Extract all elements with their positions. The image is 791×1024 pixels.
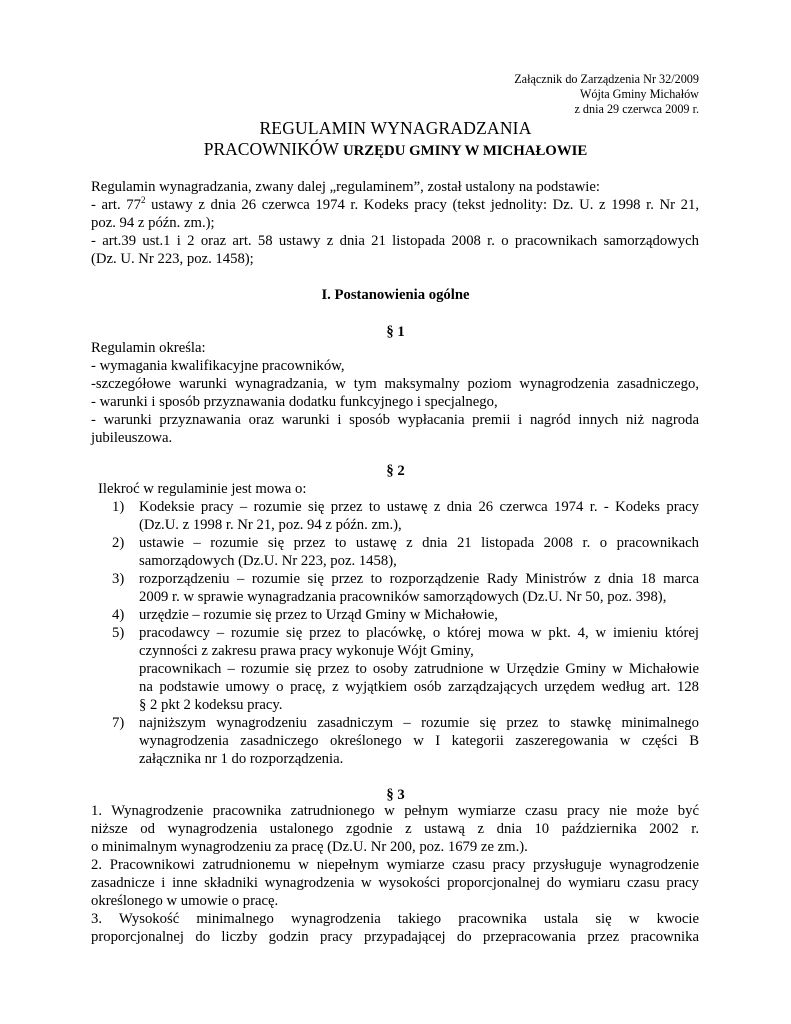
list-item bbox=[112, 498, 699, 534]
p3-line: określonego w umowie o pracę. bbox=[91, 893, 279, 909]
p3-line: 1. Wynagrodzenie pracownika zatrudnionego w pełnym wymiarze czasu pracy nie może być bbox=[91, 803, 699, 819]
list-item bbox=[112, 534, 699, 570]
intro-paragraph bbox=[91, 178, 699, 268]
intro-line-4: - art.39 ust.1 i 2 oraz art. 58 ustawy z dnia 21 listopada 2008 r. o pracownikach samorządowych bbox=[91, 233, 699, 249]
list-item-row: pracodawcy – rozumie się przez to placówkę, o której mowa w pkt. 4, w imieniu której bbox=[139, 625, 699, 641]
p3-line: niższe od wynagrodzenia ustalonego zgodnie z ustawą z dnia 10 października 2002 r. bbox=[91, 821, 699, 837]
intro-line-5: (Dz. U. Nr 223, poz. 1458); bbox=[91, 251, 254, 267]
paragraph-2-heading: § 2 bbox=[386, 463, 405, 479]
intro-art-rest: ustawy z dnia 26 czerwca 1974 r. Kodeks pracy (tekst jednolity: Dz. U. z 1998 r. Nr 21, bbox=[145, 197, 699, 213]
list-item-row: § 2 pkt 2 kodeksu pracy. bbox=[139, 697, 283, 713]
list-item bbox=[112, 624, 699, 660]
p1-line: - warunki i sposób przyznawania dodatku funkcyjnego i specjalnego, bbox=[91, 394, 498, 410]
list-item-number: 5) bbox=[112, 625, 125, 641]
list-item bbox=[112, 606, 699, 624]
list-item-row: na podstawie umowy o pracę, z wyjątkiem osób zarządzających urzędem według art. 128 bbox=[139, 679, 699, 695]
subtitle-prefix: PRACOWNIKÓW bbox=[203, 139, 343, 159]
list-item-row: rozporządzeniu – rozumie się przez to rozporządzenie Rady Ministrów z dnia 18 marca bbox=[139, 571, 699, 587]
p3-line: 2. Pracownikowi zatrudnionemu w niepełnym wymiarze czasu pracy przysługuje wynagrodzenie bbox=[91, 857, 699, 873]
intro-art-sup: 2 bbox=[140, 195, 146, 206]
list-item-row: Kodeksie pracy – rozumie się przez to ustawę z dnia 26 czerwca 1974 r. - Kodeks pracy bbox=[139, 499, 699, 515]
paragraph-3-heading: § 3 bbox=[386, 787, 405, 803]
definitions-list bbox=[112, 498, 699, 768]
paragraph-3-body bbox=[91, 802, 699, 946]
p1-line: -szczegółowe warunki wynagradzania, w tym maksymalny poziom wynagrodzenia zasadniczego, bbox=[91, 376, 699, 392]
p1-line: jubileuszowa. bbox=[91, 430, 173, 446]
list-item bbox=[112, 714, 699, 768]
section-heading: I. Postanowienia ogólne bbox=[321, 287, 470, 303]
p1-line: Regulamin określa: bbox=[91, 340, 206, 356]
p1-line: - wymagania kwalifikacyjne pracowników, bbox=[91, 358, 345, 374]
list-item-row: najniższym wynagrodzeniu zasadniczym – rozumie się przez to stawkę minimalnego bbox=[139, 715, 699, 731]
list-item-row: czynności z zakresu prawa pracy wykonuje Wójt Gminy, bbox=[139, 643, 474, 659]
list-item-number: 1) bbox=[112, 499, 125, 515]
intro-line-1: Regulamin wynagradzania, zwany dalej „regulaminem”, został ustalony na podstawie: bbox=[91, 179, 600, 195]
list-item-number: 4) bbox=[112, 607, 125, 623]
list-item-number: 2) bbox=[112, 535, 125, 551]
list-item-row: wynagrodzenia zasadniczego określonego w I kategorii zaszeregowania w części B bbox=[139, 733, 699, 749]
list-item bbox=[112, 570, 699, 606]
list-item-row: urzędzie – rozumie się przez to Urząd Gminy w Michałowie, bbox=[139, 607, 498, 623]
list-item bbox=[112, 660, 699, 714]
list-item-row: pracownikach – rozumie się przez to osoby zatrudnione w Urzędzie Gminy w Michałowie bbox=[139, 661, 699, 677]
list-item-row: ustawie – rozumie się przez to ustawę z dnia 21 listopada 2008 r. o pracownikach bbox=[139, 535, 699, 551]
document-subtitle bbox=[0, 139, 791, 160]
list-item-row: samorządowych (Dz.U. Nr 223, poz. 1458), bbox=[139, 553, 397, 569]
annex-note bbox=[514, 72, 699, 117]
p3-line: o minimalnym wynagrodzeniu za pracę (Dz.U. Nr 200, poz. 1679 ze zm.). bbox=[91, 839, 528, 855]
list-item-number: 7) bbox=[112, 715, 125, 731]
p3-line: 3. Wysokość minimalnego wynagrodzenia takiego pracownika ustala się w kwocie bbox=[91, 911, 699, 927]
paragraph-1-heading: § 1 bbox=[386, 324, 405, 340]
intro-art-prefix: - art. 77 bbox=[91, 197, 141, 213]
p1-line: - warunki przyznawania oraz warunki i sposób wypłacania premii i nagród innych niż nagroda bbox=[91, 412, 699, 428]
list-item-row: załącznika nr 1 do rozporządzenia. bbox=[139, 751, 344, 767]
annex-line-3: z dnia 29 czerwca 2009 r. bbox=[574, 102, 699, 116]
p3-line: zasadnicze i inne składniki wynagrodzenia w wysokości proporcjonalnej do wymiaru czasu pracy bbox=[91, 875, 699, 891]
intro-line-3: poz. 94 z późn. zm.); bbox=[91, 215, 215, 231]
annex-line-2: Wójta Gminy Michałów bbox=[579, 87, 699, 101]
paragraph-1-body bbox=[91, 339, 699, 447]
annex-line-1: Załącznik do Zarządzenia Nr 32/2009 bbox=[514, 72, 699, 86]
intro-line-2 bbox=[91, 196, 699, 214]
list-item-row: 2009 r. w sprawie wynagradzania pracowników samorządowych (Dz.U. Nr 50, poz. 398), bbox=[139, 589, 667, 605]
document-title: REGULAMIN WYNAGRADZANIA bbox=[259, 118, 532, 138]
paragraph-2-intro: Ilekroć w regulaminie jest mowa o: bbox=[98, 481, 307, 497]
p3-line: proporcjonalnej do liczby godzin pracy przypadającej do przepracowania przez pracownika bbox=[91, 929, 699, 945]
subtitle-bold: URZĘDU GMINY W MICHAŁOWIE bbox=[342, 143, 588, 159]
list-item-row: (Dz.U. z 1998 r. Nr 21, poz. 94 z późn. zm.), bbox=[139, 517, 402, 533]
list-item-number: 3) bbox=[112, 571, 125, 587]
